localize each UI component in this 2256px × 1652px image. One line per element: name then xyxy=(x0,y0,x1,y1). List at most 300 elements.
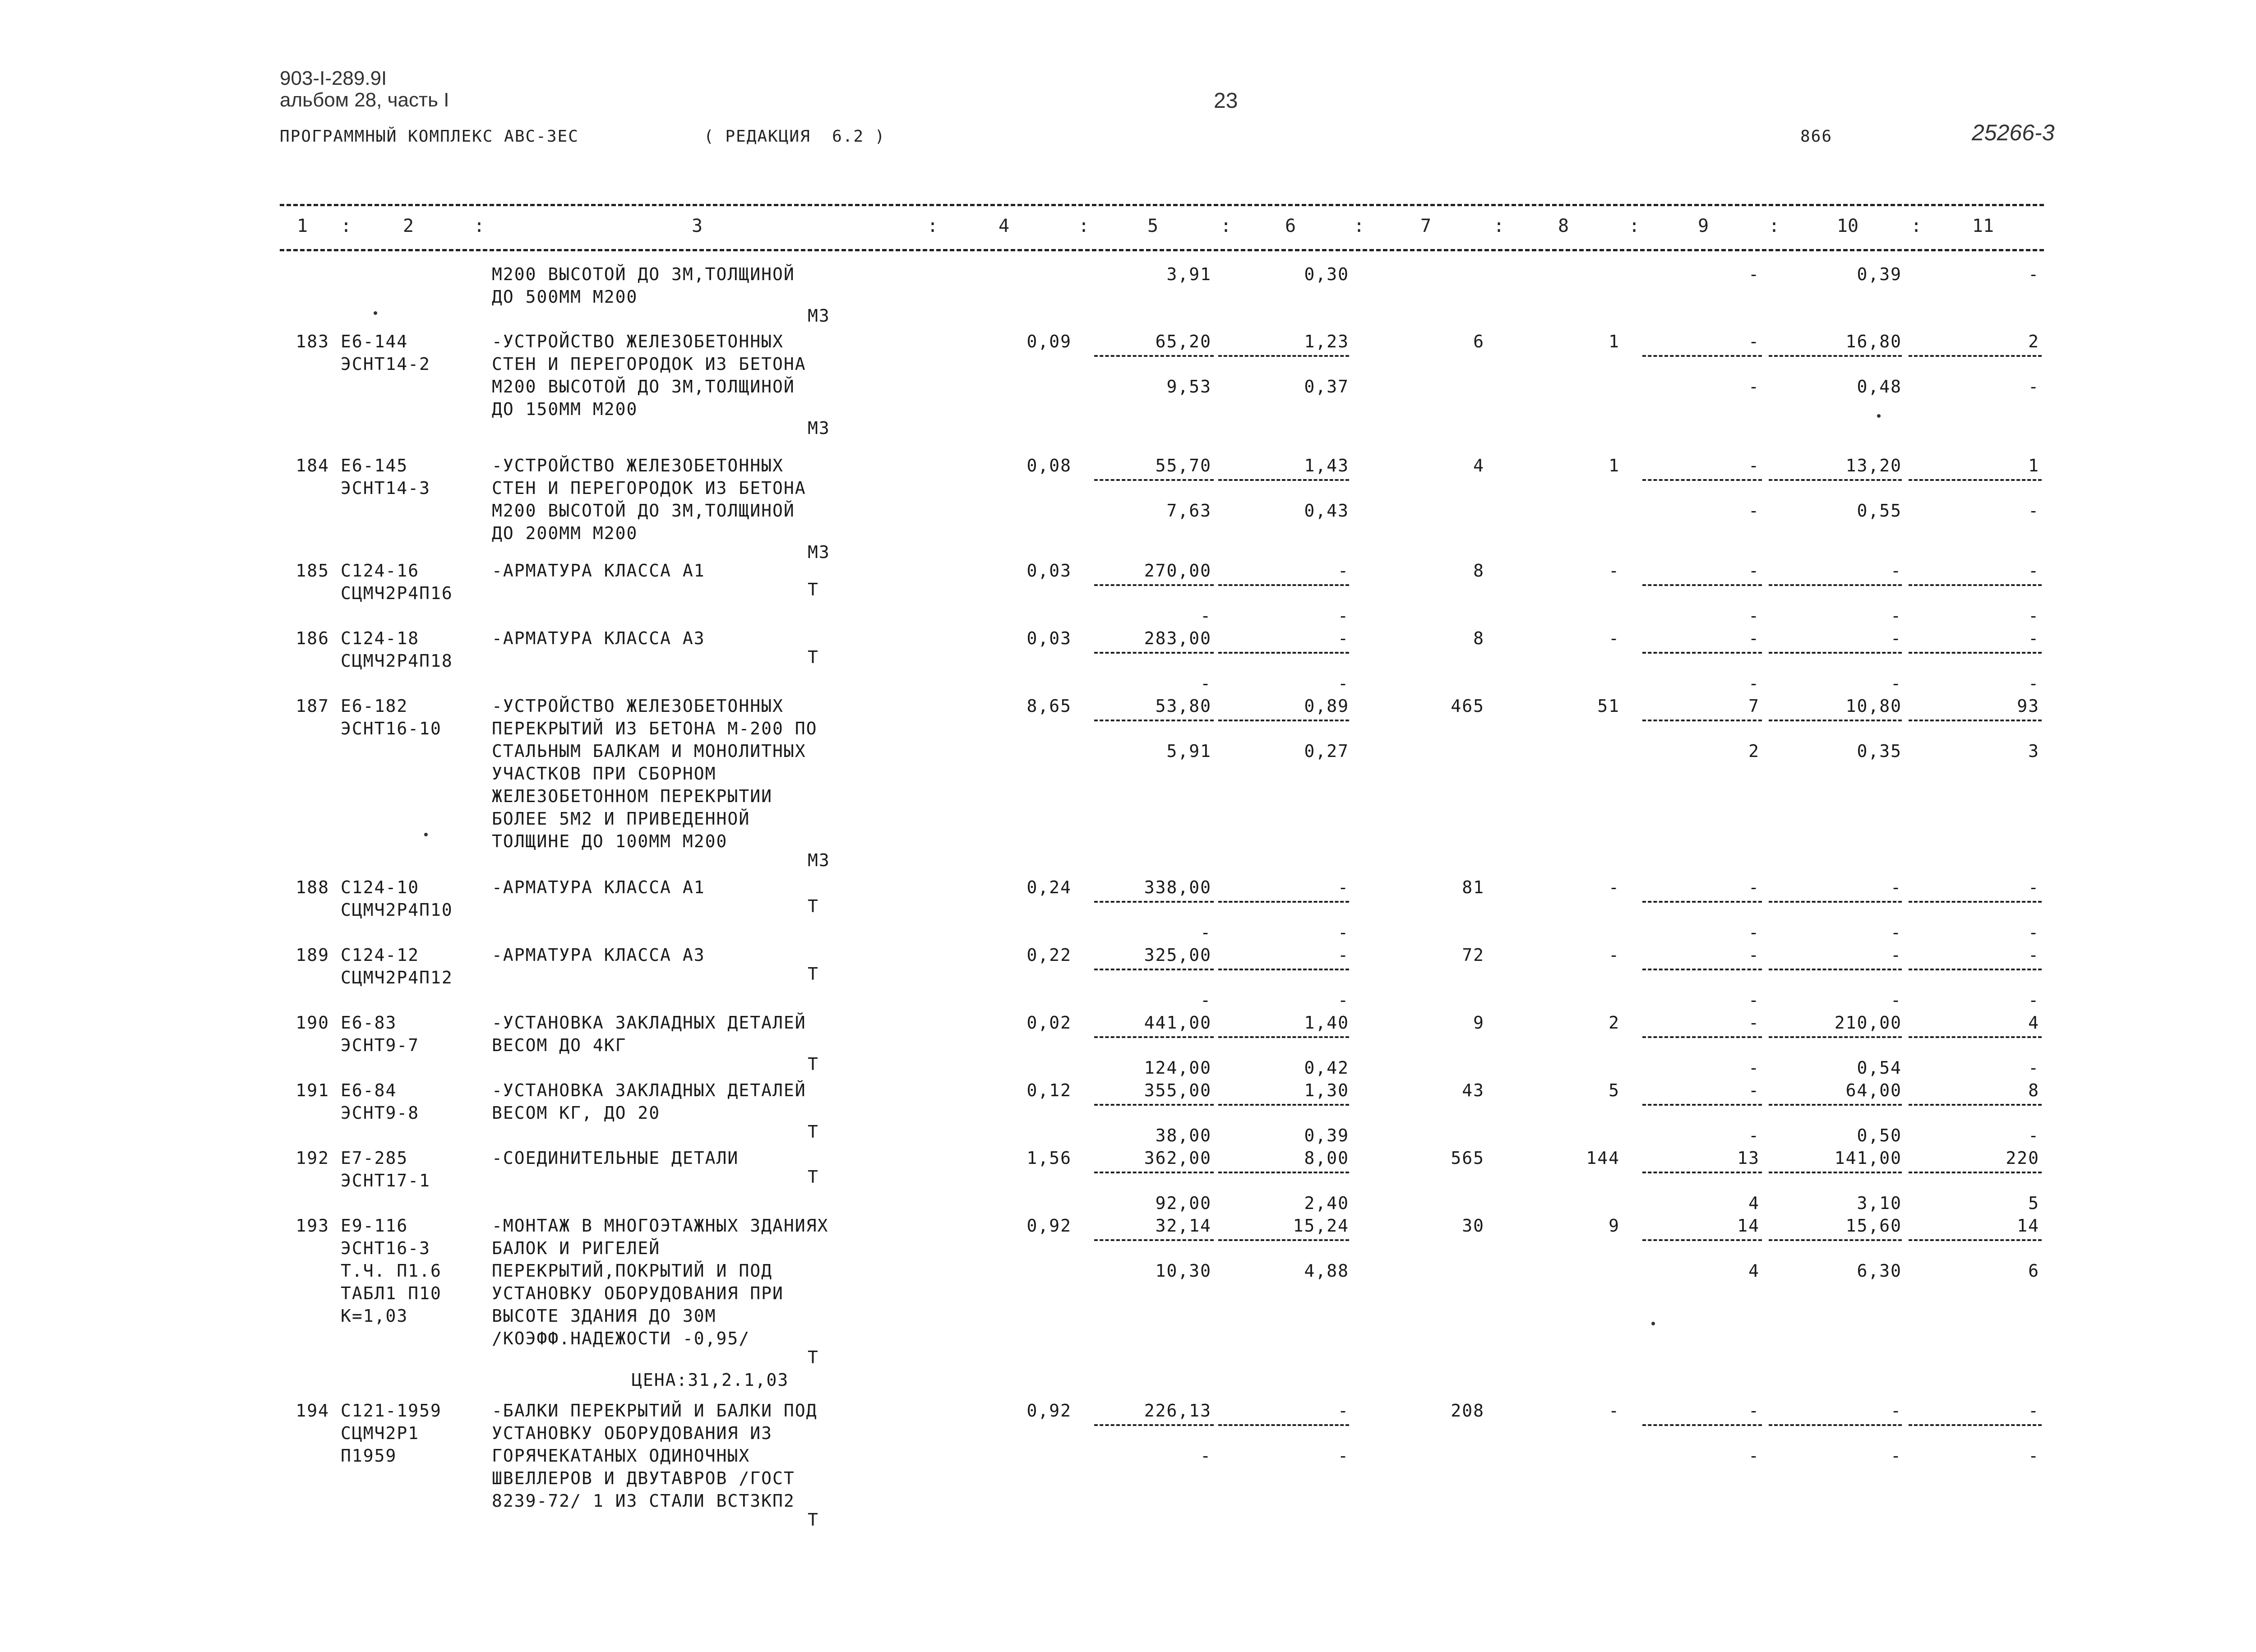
value-col5-secondary: - xyxy=(1200,674,1211,693)
norm-code: СЦМЧ2Р1 xyxy=(341,1423,420,1443)
value-col5-secondary: 38,00 xyxy=(1155,1126,1211,1145)
fraction-divider xyxy=(1909,901,2042,903)
value-col9-secondary: - xyxy=(1748,606,1760,626)
fraction-divider xyxy=(1909,355,2042,357)
value-col11: 1 xyxy=(2028,456,2039,475)
value-col11: 2 xyxy=(2028,332,2039,351)
work-description: -АРМАТУРА КЛАССА А1 xyxy=(492,877,705,897)
column-separator: : xyxy=(1911,216,1922,236)
work-description: СТЕН И ПЕРЕГОРОДОК ИЗ БЕТОНА xyxy=(492,354,806,374)
fraction-divider xyxy=(1642,584,1762,586)
work-description: ВЕСОМ ДО 4КГ xyxy=(492,1035,627,1055)
scan-speck xyxy=(1651,1322,1655,1325)
value-col10-secondary: 3,10 xyxy=(1857,1193,1902,1213)
column-number: 5 xyxy=(1147,216,1159,236)
value-col5-secondary: 10,30 xyxy=(1155,1261,1211,1281)
work-description: ВЫСОТЕ ЗДАНИЯ ДО 30М xyxy=(492,1306,717,1326)
value-col8: - xyxy=(1609,877,1620,897)
fraction-divider xyxy=(1094,1239,1214,1241)
value-col6-secondary: 0,27 xyxy=(1304,741,1349,761)
value-col11: - xyxy=(2028,877,2039,897)
work-description: /КОЭФФ.НАДЕЖОСТИ -0,95/ xyxy=(492,1329,750,1348)
fraction-divider xyxy=(1094,584,1214,586)
unit-label: М3 xyxy=(808,850,830,870)
work-description: М200 ВЫСОТОЙ ДО 3М,ТОЛЩИНОЙ xyxy=(492,377,795,397)
norm-code: Е6-145 xyxy=(341,456,408,475)
fraction-divider xyxy=(1094,1104,1214,1106)
norm-code: Е9-116 xyxy=(341,1216,408,1236)
fraction-divider xyxy=(1769,1036,1902,1038)
value-col4: 0,03 xyxy=(1026,628,1072,648)
value-col6: - xyxy=(1338,945,1349,965)
value-col7: 72 xyxy=(1462,945,1484,965)
value-col5: 338,00 xyxy=(1144,877,1211,897)
value-col10: 0,39 xyxy=(1857,264,1902,284)
value-col5-secondary: - xyxy=(1200,1446,1211,1466)
work-description: ШВЕЛЛЕРОВ И ДВУТАВРОВ /ГОСТ xyxy=(492,1468,795,1488)
fraction-divider xyxy=(1642,1239,1762,1241)
value-col4: 0,24 xyxy=(1026,877,1072,897)
fraction-divider xyxy=(1218,479,1349,481)
value-col6-secondary: 0,37 xyxy=(1304,377,1349,397)
value-col7: 4 xyxy=(1473,456,1484,475)
value-col11-secondary: - xyxy=(2028,1126,2039,1145)
value-col5: 362,00 xyxy=(1144,1148,1211,1168)
work-description: -АРМАТУРА КЛАССА А3 xyxy=(492,628,705,648)
work-description: -АРМАТУРА КЛАССА А1 xyxy=(492,561,705,581)
value-col9-secondary: 2 xyxy=(1748,741,1760,761)
value-col6: - xyxy=(1338,877,1349,897)
value-col4: 0,03 xyxy=(1026,561,1072,581)
album-label: альбом 28, часть I xyxy=(280,89,449,111)
value-col11: 14 xyxy=(2017,1216,2039,1236)
value-col9: - xyxy=(1748,628,1760,648)
fraction-divider xyxy=(1094,1424,1214,1426)
value-col10-secondary: - xyxy=(1891,674,1902,693)
unit-label: Т xyxy=(808,1167,819,1187)
value-col10: - xyxy=(1891,561,1902,581)
value-col10: 15,60 xyxy=(1845,1216,1902,1236)
reference-number: 25266-3 xyxy=(1972,120,2055,145)
value-col4: 0,02 xyxy=(1026,1013,1072,1033)
value-col8: 5 xyxy=(1609,1080,1620,1100)
page-number: 23 xyxy=(1214,89,1238,113)
norm-code: С124-16 xyxy=(341,561,420,581)
value-col11-secondary: - xyxy=(2028,377,2039,397)
column-number: 10 xyxy=(1836,216,1859,236)
norm-code: П1959 xyxy=(341,1446,397,1466)
column-number: 7 xyxy=(1420,216,1432,236)
fraction-divider xyxy=(1642,1104,1762,1106)
column-separator: : xyxy=(1220,216,1232,236)
value-col5-secondary: 124,00 xyxy=(1144,1058,1211,1078)
norm-code: С124-18 xyxy=(341,628,420,648)
work-description: СТАЛЬНЫМ БАЛКАМ И МОНОЛИТНЫХ xyxy=(492,741,806,761)
value-col5: 283,00 xyxy=(1144,628,1211,648)
value-col6: - xyxy=(1338,1401,1349,1421)
fraction-divider xyxy=(1909,1104,2042,1106)
work-description: УСТАНОВКУ ОБОРУДОВАНИЯ ПРИ xyxy=(492,1283,784,1303)
value-col8: - xyxy=(1609,561,1620,581)
value-col9-secondary: - xyxy=(1748,923,1760,942)
value-col5-secondary: - xyxy=(1200,990,1211,1010)
work-description: БОЛЕЕ 5М2 И ПРИВЕДЕННОЙ xyxy=(492,809,750,829)
row-number: 194 xyxy=(296,1401,329,1421)
value-col6: - xyxy=(1338,628,1349,648)
norm-code: Т.Ч. П1.6 xyxy=(341,1261,442,1281)
value-col6-secondary: 2,40 xyxy=(1304,1193,1349,1213)
value-col5: 270,00 xyxy=(1144,561,1211,581)
value-col6-secondary: - xyxy=(1338,1446,1349,1466)
fraction-divider xyxy=(1769,1424,1902,1426)
price-note: ЦЕНА:31,2.1,03 xyxy=(632,1370,789,1390)
work-description: УСТАНОВКУ ОБОРУДОВАНИЯ ИЗ xyxy=(492,1423,772,1443)
value-col9: - xyxy=(1748,1080,1760,1100)
value-col9: - xyxy=(1748,945,1760,965)
norm-code: Е6-182 xyxy=(341,696,408,716)
fraction-divider xyxy=(1909,479,2042,481)
fraction-divider xyxy=(1218,584,1349,586)
unit-label: М3 xyxy=(808,306,830,326)
column-number: 9 xyxy=(1697,216,1709,236)
value-col9: - xyxy=(1748,561,1760,581)
value-col9-secondary: - xyxy=(1748,377,1760,397)
fraction-divider xyxy=(1769,1172,1902,1173)
value-col5-secondary: - xyxy=(1200,606,1211,626)
value-col11: 8 xyxy=(2028,1080,2039,1100)
work-description: БАЛОК И РИГЕЛЕЙ xyxy=(492,1238,661,1258)
unit-label: М3 xyxy=(808,418,830,438)
value-col9-secondary: - xyxy=(1748,1446,1760,1466)
column-number: 1 xyxy=(296,216,308,236)
value-col5-secondary: - xyxy=(1200,923,1211,942)
norm-code: ЭСНТ17-1 xyxy=(341,1171,431,1191)
value-col6: - xyxy=(1338,561,1349,581)
value-col10-secondary: - xyxy=(1891,606,1902,626)
work-description: ДО 150ММ М200 xyxy=(492,399,638,419)
work-description: -БАЛКИ ПЕРЕКРЫТИЙ И БАЛКИ ПОД xyxy=(492,1401,818,1421)
row-number: 183 xyxy=(296,332,329,351)
value-col10: - xyxy=(1891,945,1902,965)
value-col9: - xyxy=(1748,264,1760,284)
value-col8: 144 xyxy=(1586,1148,1620,1168)
value-col4: 0,09 xyxy=(1026,332,1072,351)
norm-code: К=1,03 xyxy=(341,1306,408,1326)
work-description: -УСТРОЙСТВО ЖЕЛЕЗОБЕТОННЫХ xyxy=(492,456,784,475)
fraction-divider xyxy=(1909,1036,2042,1038)
value-col11-secondary: 6 xyxy=(2028,1261,2039,1281)
fraction-divider xyxy=(1094,901,1214,903)
value-col5: 441,00 xyxy=(1144,1013,1211,1033)
value-col11-secondary: - xyxy=(2028,1058,2039,1078)
unit-label: Т xyxy=(808,896,819,916)
value-col9-secondary: - xyxy=(1748,1126,1760,1145)
value-col9: - xyxy=(1748,456,1760,475)
work-description: УЧАСТКОВ ПРИ СБОРНОМ xyxy=(492,764,717,784)
row-number: 185 xyxy=(296,561,329,581)
work-description: ПЕРЕКРЫТИЙ ИЗ БЕТОНА М-200 ПО xyxy=(492,719,818,738)
value-col8: - xyxy=(1609,1401,1620,1421)
value-col10-secondary: - xyxy=(1891,990,1902,1010)
fraction-divider xyxy=(1218,1172,1349,1173)
fraction-divider xyxy=(1218,652,1349,654)
table-header-rule xyxy=(280,249,2044,251)
column-number: 2 xyxy=(402,216,414,236)
column-separator: : xyxy=(341,216,352,236)
value-col11: 93 xyxy=(2017,696,2039,716)
work-description: ТОЛЩИНЕ ДО 100ММ М200 xyxy=(492,831,728,851)
table-top-rule xyxy=(280,204,2044,206)
value-col5: 55,70 xyxy=(1155,456,1211,475)
value-col6: 1,30 xyxy=(1304,1080,1349,1100)
value-col8: - xyxy=(1609,945,1620,965)
unit-label: Т xyxy=(808,1122,819,1142)
column-separator: : xyxy=(1493,216,1505,236)
value-col6-secondary: 4,88 xyxy=(1304,1261,1349,1281)
value-col10: 10,80 xyxy=(1845,696,1902,716)
fraction-divider xyxy=(1218,720,1349,721)
work-description: ГОРЯЧЕКАТАНЫХ ОДИНОЧНЫХ xyxy=(492,1446,750,1466)
row-number: 186 xyxy=(296,628,329,648)
value-col9-secondary: - xyxy=(1748,1058,1760,1078)
norm-code: ЭСНТ9-7 xyxy=(341,1035,420,1055)
edition-label: ( РЕДАКЦИЯ 6.2 ) xyxy=(704,127,886,146)
work-description: -УСТРОЙСТВО ЖЕЛЕЗОБЕТОННЫХ xyxy=(492,696,784,716)
value-col6-secondary: - xyxy=(1338,923,1349,942)
value-col11: 4 xyxy=(2028,1013,2039,1033)
fraction-divider xyxy=(1909,652,2042,654)
scan-speck xyxy=(1877,414,1881,418)
value-col10: 141,00 xyxy=(1834,1148,1902,1168)
value-col5: 32,14 xyxy=(1155,1216,1211,1236)
fraction-divider xyxy=(1769,479,1902,481)
work-description: -УСТАНОВКА ЗАКЛАДНЫХ ДЕТАЛЕЙ xyxy=(492,1080,806,1100)
norm-code: ЭСНТ16-10 xyxy=(341,719,442,738)
value-col8: 1 xyxy=(1609,456,1620,475)
fraction-divider xyxy=(1769,901,1902,903)
value-col4: 0,08 xyxy=(1026,456,1072,475)
norm-code: Е6-144 xyxy=(341,332,408,351)
fraction-divider xyxy=(1769,652,1902,654)
value-col7: 43 xyxy=(1462,1080,1484,1100)
unit-label: Т xyxy=(808,1347,819,1367)
norm-code: ЭСНТ16-3 xyxy=(341,1238,431,1258)
column-number: 8 xyxy=(1558,216,1569,236)
value-col6: 8,00 xyxy=(1304,1148,1349,1168)
value-col10: - xyxy=(1891,1401,1902,1421)
value-col8: - xyxy=(1609,628,1620,648)
value-col11: - xyxy=(2028,945,2039,965)
norm-code: СЦМЧ2Р4П16 xyxy=(341,583,453,603)
value-col10-secondary: 0,50 xyxy=(1857,1126,1902,1145)
value-col7: 30 xyxy=(1462,1216,1484,1236)
norm-code: С124-10 xyxy=(341,877,420,897)
fraction-divider xyxy=(1218,1239,1349,1241)
value-col5: 355,00 xyxy=(1144,1080,1211,1100)
value-col5: 3,91 xyxy=(1166,264,1211,284)
fraction-divider xyxy=(1218,355,1349,357)
value-col5: 325,00 xyxy=(1144,945,1211,965)
value-col6-secondary: 0,39 xyxy=(1304,1126,1349,1145)
column-number: 6 xyxy=(1285,216,1296,236)
norm-code: СЦМЧ2Р4П18 xyxy=(341,651,453,671)
value-col9: - xyxy=(1748,1013,1760,1033)
row-number: 187 xyxy=(296,696,329,716)
value-col5: 65,20 xyxy=(1155,332,1211,351)
column-separator: : xyxy=(474,216,485,236)
fraction-divider xyxy=(1642,479,1762,481)
fraction-divider xyxy=(1094,479,1214,481)
value-col7: 8 xyxy=(1473,628,1484,648)
row-number: 193 xyxy=(296,1216,329,1236)
value-col7: 565 xyxy=(1451,1148,1484,1168)
value-col6: 1,40 xyxy=(1304,1013,1349,1033)
fraction-divider xyxy=(1642,720,1762,721)
work-description: М200 ВЫСОТОЙ ДО 3М,ТОЛЩИНОЙ xyxy=(492,264,795,284)
value-col7: 81 xyxy=(1462,877,1484,897)
value-col11-secondary: 5 xyxy=(2028,1193,2039,1213)
fraction-divider xyxy=(1769,1239,1902,1241)
value-col7: 208 xyxy=(1451,1401,1484,1421)
value-col10: - xyxy=(1891,628,1902,648)
fraction-divider xyxy=(1094,1172,1214,1173)
fraction-divider xyxy=(1909,1172,2042,1173)
unit-label: Т xyxy=(808,1510,819,1530)
norm-code: ЭСНТ9-8 xyxy=(341,1103,420,1123)
value-col5: 226,13 xyxy=(1144,1401,1211,1421)
value-col11-secondary: - xyxy=(2028,501,2039,521)
work-description: СТЕН И ПЕРЕГОРОДОК ИЗ БЕТОНА xyxy=(492,478,806,498)
value-col9: 14 xyxy=(1737,1216,1760,1236)
work-description: ДО 500ММ М200 xyxy=(492,287,638,307)
value-col6-secondary: - xyxy=(1338,674,1349,693)
value-col6: 1,43 xyxy=(1304,456,1349,475)
column-separator: : xyxy=(1769,216,1780,236)
fraction-divider xyxy=(1642,1036,1762,1038)
value-col4: 0,12 xyxy=(1026,1080,1072,1100)
norm-code: ТАБЛ1 П10 xyxy=(341,1283,442,1303)
value-col9: - xyxy=(1748,332,1760,351)
value-col11: - xyxy=(2028,1401,2039,1421)
work-description: -МОНТАЖ В МНОГОЭТАЖНЫХ ЗДАНИЯХ xyxy=(492,1216,829,1236)
value-col9: - xyxy=(1748,1401,1760,1421)
column-separator: : xyxy=(1629,216,1640,236)
value-col8: 51 xyxy=(1597,696,1620,716)
fraction-divider xyxy=(1909,1424,2042,1426)
fraction-divider xyxy=(1909,1239,2042,1241)
value-col10-secondary: - xyxy=(1891,1446,1902,1466)
column-number: 11 xyxy=(1972,216,1994,236)
norm-code: СЦМЧ2Р4П10 xyxy=(341,900,453,920)
value-col6: 0,89 xyxy=(1304,696,1349,716)
value-col11-secondary: - xyxy=(2028,923,2039,942)
norm-code: Е7-285 xyxy=(341,1148,408,1168)
value-col10: 64,00 xyxy=(1845,1080,1902,1100)
value-col9: - xyxy=(1748,877,1760,897)
value-col11: - xyxy=(2028,628,2039,648)
value-col6-secondary: - xyxy=(1338,990,1349,1010)
scan-speck xyxy=(424,833,428,836)
value-col6: 1,23 xyxy=(1304,332,1349,351)
fraction-divider xyxy=(1769,355,1902,357)
software-label: ПРОГРАММНЫЙ КОМПЛЕКС АВС-ЗЕС xyxy=(280,127,579,146)
column-separator: : xyxy=(1354,216,1365,236)
value-col5-secondary: 7,63 xyxy=(1166,501,1211,521)
value-col4: 1,56 xyxy=(1026,1148,1072,1168)
value-col9-secondary: - xyxy=(1748,501,1760,521)
value-col9-secondary: - xyxy=(1748,674,1760,693)
fraction-divider xyxy=(1218,1036,1349,1038)
value-col4: 0,92 xyxy=(1026,1401,1072,1421)
fraction-divider xyxy=(1094,355,1214,357)
fraction-divider xyxy=(1218,1424,1349,1426)
value-col11-secondary: - xyxy=(2028,606,2039,626)
fraction-divider xyxy=(1642,969,1762,970)
value-col8: 9 xyxy=(1609,1216,1620,1236)
unit-label: Т xyxy=(808,580,819,600)
norm-code: С121-1959 xyxy=(341,1401,442,1421)
value-col8: 1 xyxy=(1609,332,1620,351)
norm-code: ЭСНТ14-3 xyxy=(341,478,431,498)
norm-code: ЭСНТ14-2 xyxy=(341,354,431,374)
fraction-divider xyxy=(1642,355,1762,357)
value-col8: 2 xyxy=(1609,1013,1620,1033)
work-description: -УСТРОЙСТВО ЖЕЛЕЗОБЕТОННЫХ xyxy=(492,332,784,351)
work-description: ПЕРЕКРЫТИЙ,ПОКРЫТИЙ И ПОД xyxy=(492,1261,772,1281)
value-col7: 465 xyxy=(1451,696,1484,716)
value-col7: 9 xyxy=(1473,1013,1484,1033)
fraction-divider xyxy=(1642,901,1762,903)
value-col10-secondary: 0,35 xyxy=(1857,741,1902,761)
value-col5: 53,80 xyxy=(1155,696,1211,716)
work-description: -АРМАТУРА КЛАССА А3 xyxy=(492,945,705,965)
value-col11-secondary: 3 xyxy=(2028,741,2039,761)
value-col9-secondary: 4 xyxy=(1748,1261,1760,1281)
fraction-divider xyxy=(1769,720,1902,721)
fraction-divider xyxy=(1642,652,1762,654)
value-col6-secondary: 0,43 xyxy=(1304,501,1349,521)
unit-label: Т xyxy=(808,964,819,984)
row-number: 184 xyxy=(296,456,329,475)
norm-code: СЦМЧ2Р4П12 xyxy=(341,968,453,988)
norm-code: Е6-84 xyxy=(341,1080,397,1100)
column-number: 3 xyxy=(691,216,703,236)
value-col4: 0,22 xyxy=(1026,945,1072,965)
fraction-divider xyxy=(1094,969,1214,970)
row-number: 188 xyxy=(296,877,329,897)
fraction-divider xyxy=(1769,1104,1902,1106)
row-number: 192 xyxy=(296,1148,329,1168)
unit-label: Т xyxy=(808,1054,819,1074)
value-col10-secondary: 0,55 xyxy=(1857,501,1902,521)
unit-label: М3 xyxy=(808,542,830,562)
fraction-divider xyxy=(1094,1036,1214,1038)
fraction-divider xyxy=(1909,720,2042,721)
value-col6: 15,24 xyxy=(1293,1216,1349,1236)
fraction-divider xyxy=(1094,720,1214,721)
value-col11: - xyxy=(2028,561,2039,581)
fraction-divider xyxy=(1769,969,1902,970)
work-description: ВЕСОМ КГ, ДО 20 xyxy=(492,1103,661,1123)
value-col4: 0,92 xyxy=(1026,1216,1072,1236)
value-col9: 13 xyxy=(1737,1148,1760,1168)
work-description: ЖЕЛЕЗОБЕТОННОМ ПЕРЕКРЫТИИ xyxy=(492,786,772,806)
value-col10-secondary: 0,54 xyxy=(1857,1058,1902,1078)
fraction-divider xyxy=(1094,652,1214,654)
value-col9: 7 xyxy=(1748,696,1760,716)
value-col7: 8 xyxy=(1473,561,1484,581)
fraction-divider xyxy=(1218,901,1349,903)
